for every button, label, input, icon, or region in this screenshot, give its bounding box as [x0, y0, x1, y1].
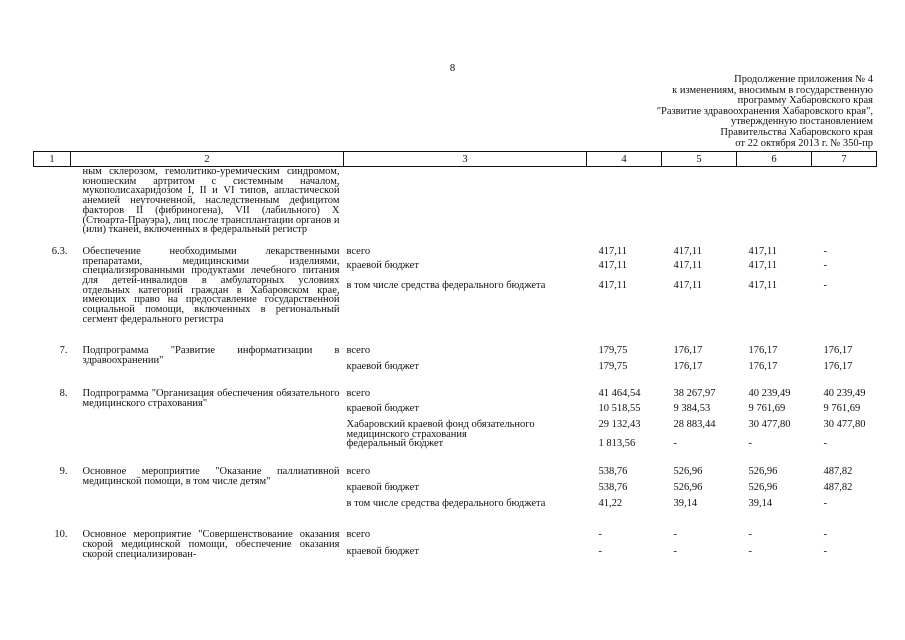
row-number: 7. — [59, 344, 68, 356]
row-description: Подпрограмма "Развитие информатизации в здравоохранении" — [82, 344, 340, 366]
funding-source: всего — [346, 245, 371, 257]
value-cell — [587, 335, 662, 378]
funding-source-cell — [344, 378, 587, 456]
header-line: от 22 октября 2013 г. № 350-пр — [735, 137, 873, 149]
amount: 417,11 — [748, 279, 777, 291]
funding-table — [33, 151, 877, 561]
row-number — [34, 167, 71, 235]
column-header: 6 — [737, 152, 812, 167]
value-cell — [587, 519, 662, 561]
funding-source: краевой бюджет — [346, 259, 419, 271]
value-cell — [587, 456, 662, 519]
value-cell — [812, 235, 877, 335]
header-line: к изменениям, вносимым в государственную — [672, 84, 873, 96]
amount: 417,11 — [598, 279, 627, 291]
page-number: 8 — [449, 62, 456, 74]
value-cell — [737, 335, 812, 378]
amount: 176,17 — [823, 360, 853, 372]
header-line: Продолжение приложения № 4 — [734, 74, 873, 85]
amount: 417,11 — [748, 259, 777, 271]
amount: 30 477,80 — [748, 418, 791, 430]
amount: - — [823, 245, 827, 257]
funding-source-cell — [344, 456, 587, 519]
table-row — [34, 456, 877, 519]
amount: 9 761,69 — [748, 402, 786, 414]
funding-source: краевой бюджет — [346, 482, 419, 494]
funding-source: краевой бюджет — [346, 360, 419, 372]
header-line: Правительства Хабаровского края — [720, 126, 873, 138]
row-description: Основное мероприятие "Совершенствование оказания скорой медицинской помощи, обеспечение оказания скорой специализирован- — [82, 529, 340, 560]
value-cell — [737, 519, 812, 561]
value-cell — [812, 335, 877, 378]
amount: 39,14 — [673, 498, 698, 510]
amount: - — [673, 546, 677, 558]
amount: 487,82 — [823, 466, 853, 478]
amount: 28 883,44 — [673, 418, 716, 430]
value-cell — [812, 378, 877, 456]
value-cell — [737, 378, 812, 456]
amount: - — [823, 529, 827, 541]
amount: 30 477,80 — [823, 418, 866, 430]
table-body — [34, 167, 877, 562]
amount: 417,11 — [748, 245, 777, 257]
amount: - — [598, 529, 602, 541]
amount: 526,96 — [673, 482, 703, 494]
value-cell — [587, 235, 662, 335]
table-row — [34, 335, 877, 378]
funding-source: всего — [346, 344, 371, 356]
value-cell — [662, 519, 737, 561]
amount: 179,75 — [598, 344, 628, 356]
amount: 176,17 — [673, 360, 703, 372]
amount: - — [823, 279, 827, 291]
row-number: 10. — [54, 529, 68, 541]
amount: 526,96 — [748, 466, 778, 478]
value-cell — [662, 335, 737, 378]
header-line: программу Хабаровского края — [737, 95, 873, 107]
row-number: 6.3. — [51, 245, 68, 257]
amount: 526,96 — [748, 482, 778, 494]
table-row — [34, 235, 877, 335]
amount: 40 239,49 — [748, 387, 791, 399]
amount: - — [598, 546, 602, 558]
table-row — [34, 378, 877, 456]
amount: 417,11 — [673, 279, 702, 291]
funding-source: краевой бюджет — [346, 546, 419, 558]
value-cell — [587, 167, 662, 235]
amount: 9 384,53 — [673, 402, 711, 414]
value-cell — [662, 456, 737, 519]
value-cell — [737, 456, 812, 519]
column-header: 1 — [34, 152, 71, 167]
row-number: 8. — [59, 387, 68, 399]
amount: 1 813,56 — [598, 437, 636, 449]
amount: 9 761,69 — [823, 402, 861, 414]
amount: - — [823, 437, 827, 449]
row-description: Обеспечение необходимыми лекарственными препаратами, медицинскими изделиями, специализированными продуктами лечебного питания для детей-инвалидов в амбулаторных условиях отдельных категорий граждан в Хабаровском крае, имеющих право на предоставление государственной социальной помощи, включенных в региональный сегмент федерального регистра — [82, 245, 340, 325]
amount: 487,82 — [823, 482, 853, 494]
value-cell — [737, 235, 812, 335]
funding-source: всего — [346, 466, 371, 478]
amount: 40 239,49 — [823, 387, 866, 399]
amount: 179,75 — [598, 360, 628, 372]
amount: 538,76 — [598, 466, 628, 478]
amount: 176,17 — [823, 344, 853, 356]
amount: 538,76 — [598, 482, 628, 494]
amount: 29 132,43 — [598, 418, 641, 430]
amount: 176,17 — [748, 344, 778, 356]
value-cell — [587, 378, 662, 456]
amount: - — [823, 546, 827, 558]
row-description: ным склерозом, гемолитико-уремическим синдромом, юношеским артритом с системным началом, мукополисахаридозом I, II и VI типов, апластической анемией неуточненной, наследственным дефицитом факторов II (фибриногена), VII (лабильного) X (Стюарта-Прауэра), лиц после трансплантации органов и (или) тканей, включенных в федеральный регистр — [82, 166, 340, 236]
amount: 417,11 — [598, 259, 627, 271]
amount: 526,96 — [673, 466, 703, 478]
funding-source: федеральный бюджет — [346, 438, 444, 450]
funding-source: всего — [346, 387, 371, 399]
row-description: Подпрограмма "Организация обеспечения обязательного медицинского страхования" — [82, 387, 340, 409]
row-description: Основное мероприятие "Оказание паллиативной медицинской помощи, в том числе детям" — [82, 466, 340, 488]
amount: - — [748, 529, 752, 541]
value-cell — [812, 167, 877, 235]
funding-source: в том числе средства федерального бюджета — [346, 279, 546, 291]
column-header: 5 — [662, 152, 737, 167]
table-row — [34, 167, 877, 235]
column-header: 4 — [587, 152, 662, 167]
column-header: 7 — [812, 152, 877, 167]
funding-source: Хабаровский краевой фонд обязательного медицинского страхования — [346, 418, 535, 440]
column-number-row — [34, 152, 877, 167]
value-cell — [662, 235, 737, 335]
funding-source: краевой бюджет — [346, 402, 419, 414]
amount: 10 518,55 — [598, 402, 641, 414]
funding-source: всего — [346, 529, 371, 541]
document-header — [657, 75, 873, 149]
amount: - — [823, 498, 827, 510]
column-header: 3 — [344, 152, 587, 167]
amount: 39,14 — [748, 498, 773, 510]
value-cell — [812, 519, 877, 561]
amount: 41 464,54 — [598, 387, 641, 399]
amount: 417,11 — [673, 245, 702, 257]
value-cell — [662, 167, 737, 235]
amount: 41,22 — [598, 498, 623, 510]
value-cell — [662, 378, 737, 456]
header-line: "Развитие здравоохранения Хабаровского края", — [656, 105, 873, 117]
row-number: 9. — [59, 466, 68, 478]
funding-source-cell — [344, 519, 587, 561]
table-row — [34, 519, 877, 561]
amount: 176,17 — [673, 344, 703, 356]
amount: 417,11 — [673, 259, 702, 271]
amount: 38 267,97 — [673, 387, 716, 399]
value-cell — [737, 167, 812, 235]
funding-source-cell — [344, 335, 587, 378]
funding-source: в том числе средства федерального бюджета — [346, 498, 546, 510]
value-cell — [812, 456, 877, 519]
amount: - — [673, 437, 677, 449]
amount: 417,11 — [598, 245, 627, 257]
amount: 176,17 — [748, 360, 778, 372]
amount: - — [823, 259, 827, 271]
header-line: утвержденную постановлением — [730, 116, 873, 128]
amount: - — [673, 529, 677, 541]
amount: - — [748, 546, 752, 558]
column-header: 2 — [71, 152, 344, 167]
funding-source-cell — [344, 167, 587, 235]
funding-source-cell — [344, 235, 587, 335]
amount: - — [748, 437, 752, 449]
